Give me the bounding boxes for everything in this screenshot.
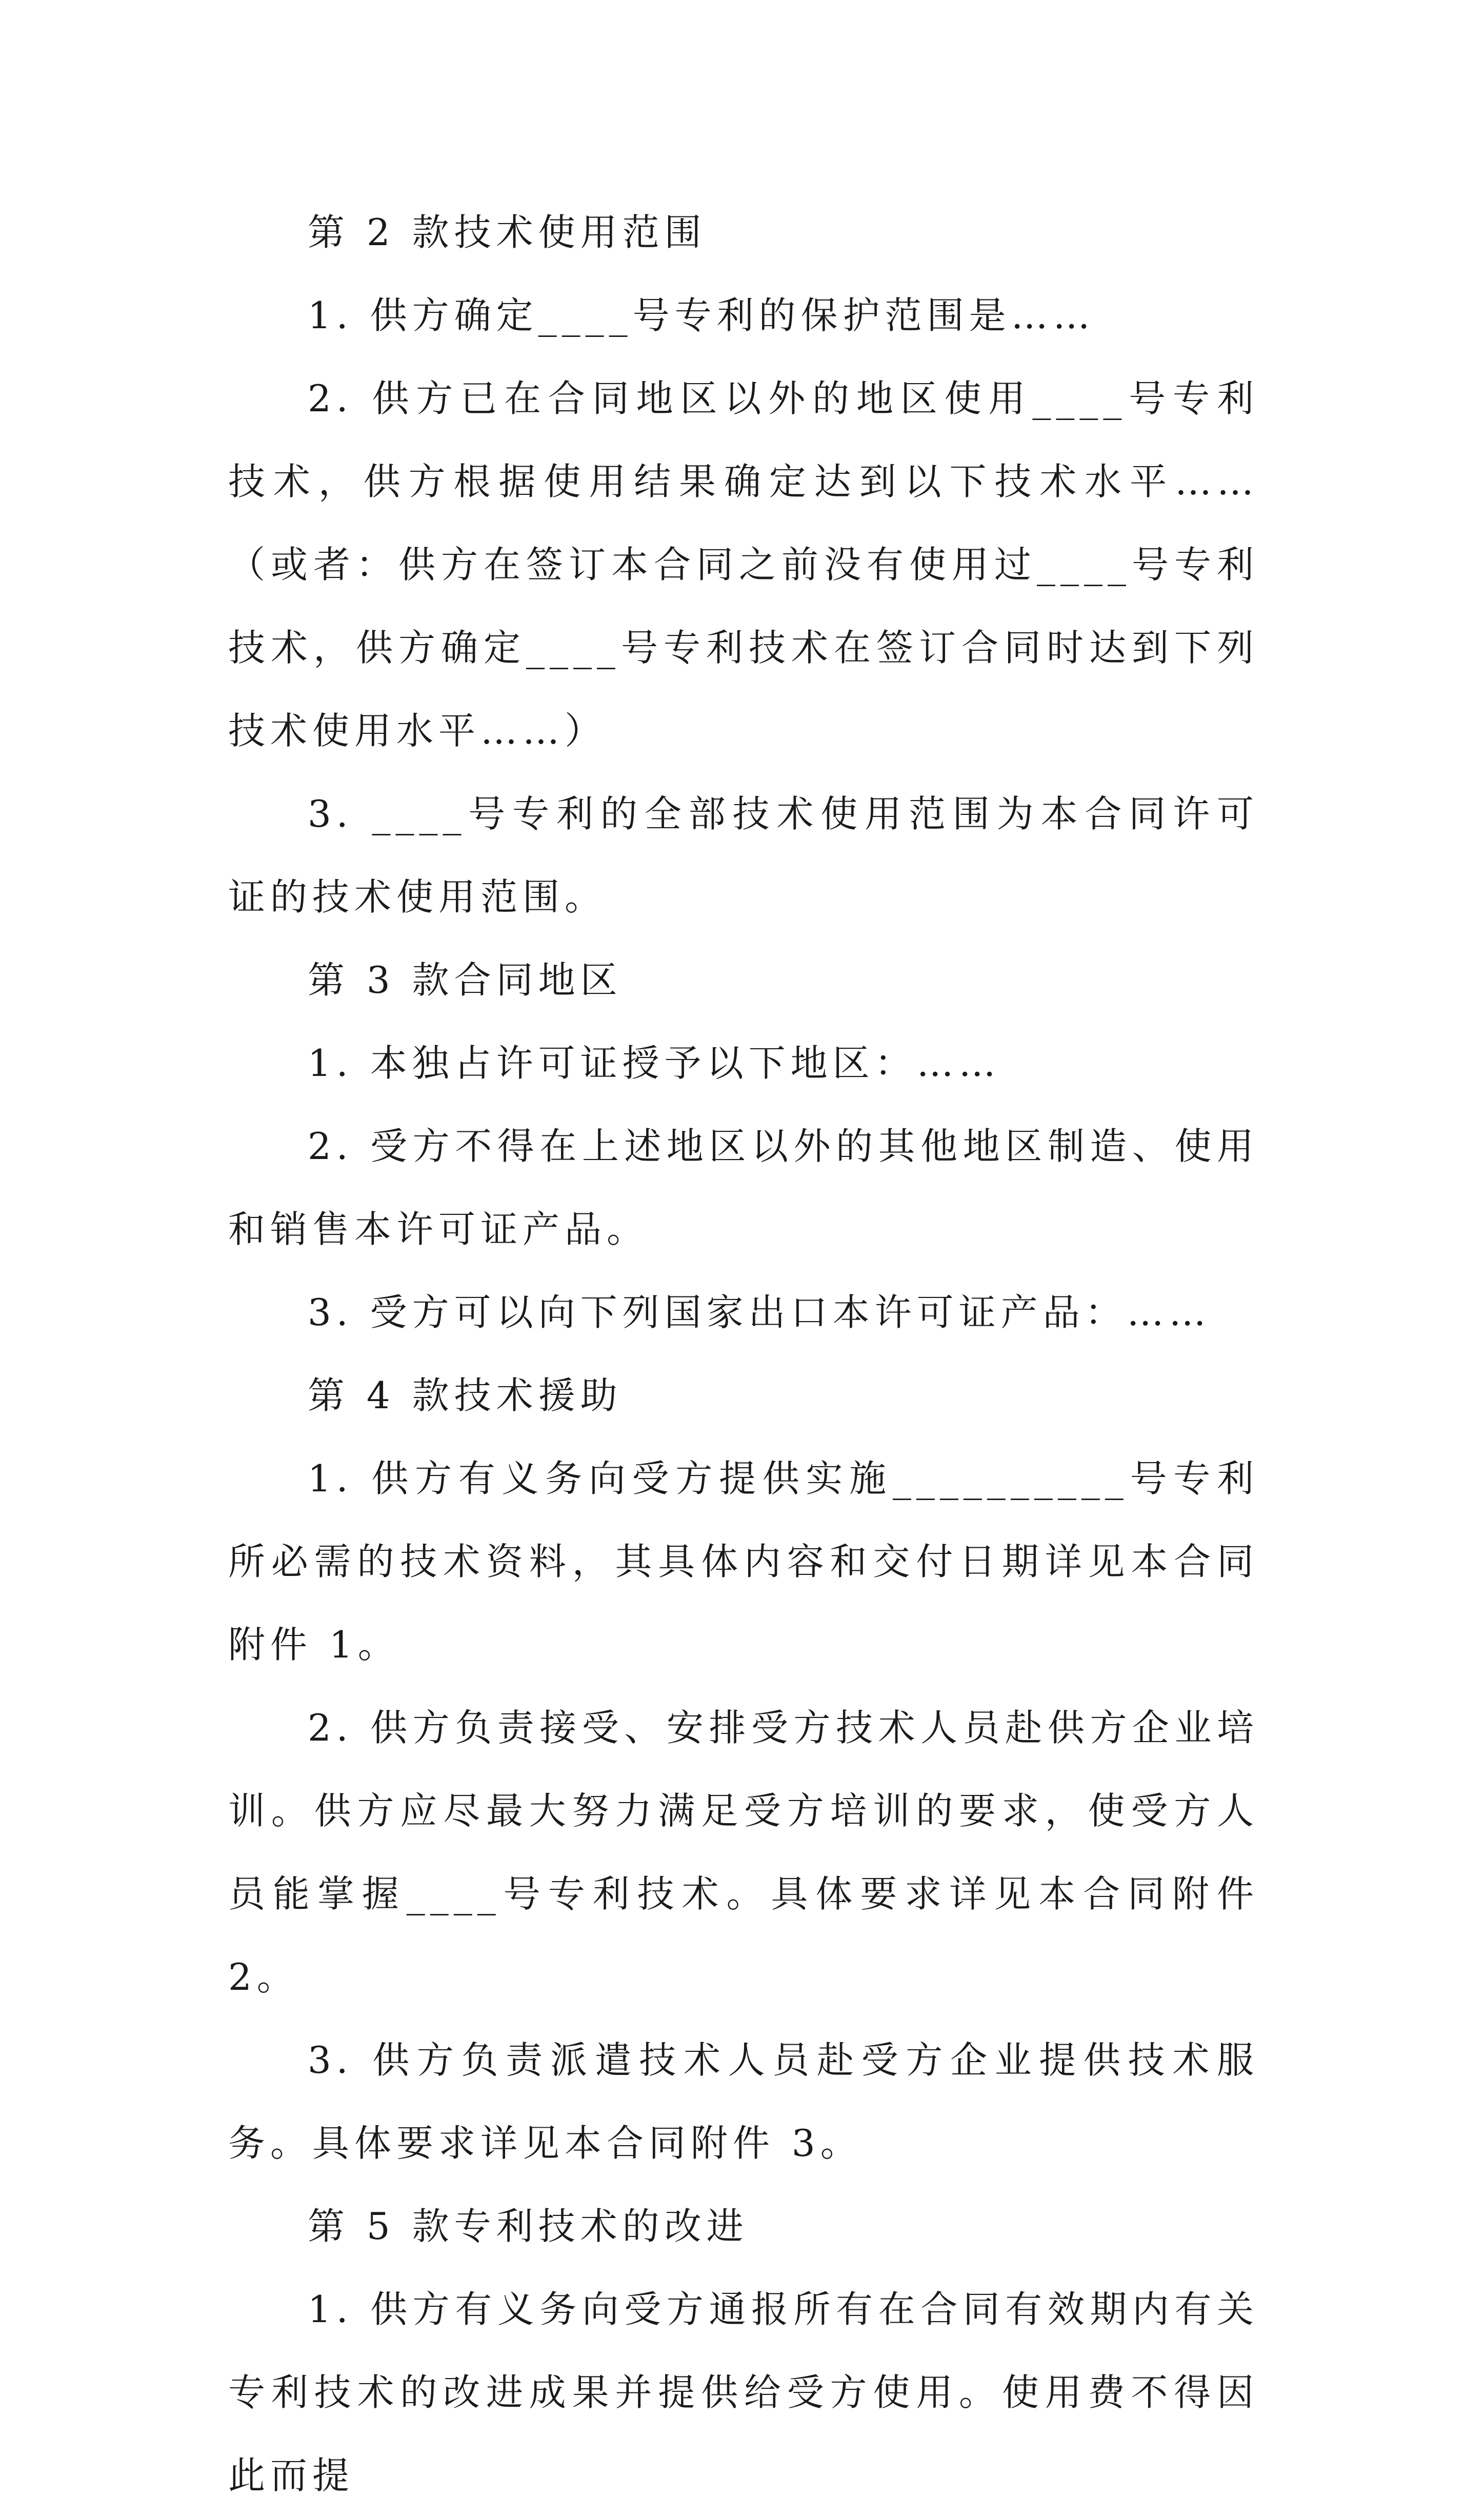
paragraph: 2. 受方不得在上述地区以外的其他地区制造、使用和销售本许可证产品。 [228, 1125, 1259, 1251]
paragraph: 1. 本独占许可证授予以下地区：…… [308, 1042, 1001, 1085]
paragraph: 1. 供方确定____号专利的保护范围是…… [308, 294, 1095, 337]
paragraph: 3. ____号专利的全部技术使用范围为本合同许可证的技术使用范围。 [228, 792, 1259, 918]
paragraph: 3. 受方可以向下列国家出口本许可证产品：…… [308, 1291, 1211, 1334]
paragraph: 2. 供方已在合同地区以外的地区使用____号专利技术，供方根据使用结果确定达到以下技术水平……（或者：供方在签订本合同之前没有使用过____号专利技术，供方确定____号专利技术在签订合同时达到下列技术使用水平……） [228, 377, 1259, 752]
section-heading-5: 第 5 款专利技术的改进 [308, 2205, 749, 2248]
paragraph: 1. 供方有义务向受方提供实施__________号专利所必需的技术资料，其具体内容和交付日期详见本合同附件 1。 [228, 1457, 1259, 1666]
paragraph: 2. 供方负责接受、安排受方技术人员赴供方企业培训。供方应尽最大努力满足受方培训的要求，使受方人员能掌握____号专利技术。具体要求详见本合同附件 2。 [228, 1706, 1259, 1999]
section-heading-2: 第 2 款技术使用范围 [308, 211, 707, 254]
section-heading-3: 第 3 款合同地区 [308, 958, 623, 1002]
paragraph: 1. 供方有义务向受方通报所有在合同有效期内有关专利技术的改进成果并提供给受方使用。使用费不得因此而提 [228, 2288, 1259, 2497]
document-body [228, 191, 1259, 2517]
paragraph: 3. 供方负责派遣技术人员赴受方企业提供技术服务。具体要求详见本合同附件 3。 [228, 2039, 1259, 2165]
section-heading-4: 第 4 款技术援助 [308, 1374, 623, 1417]
